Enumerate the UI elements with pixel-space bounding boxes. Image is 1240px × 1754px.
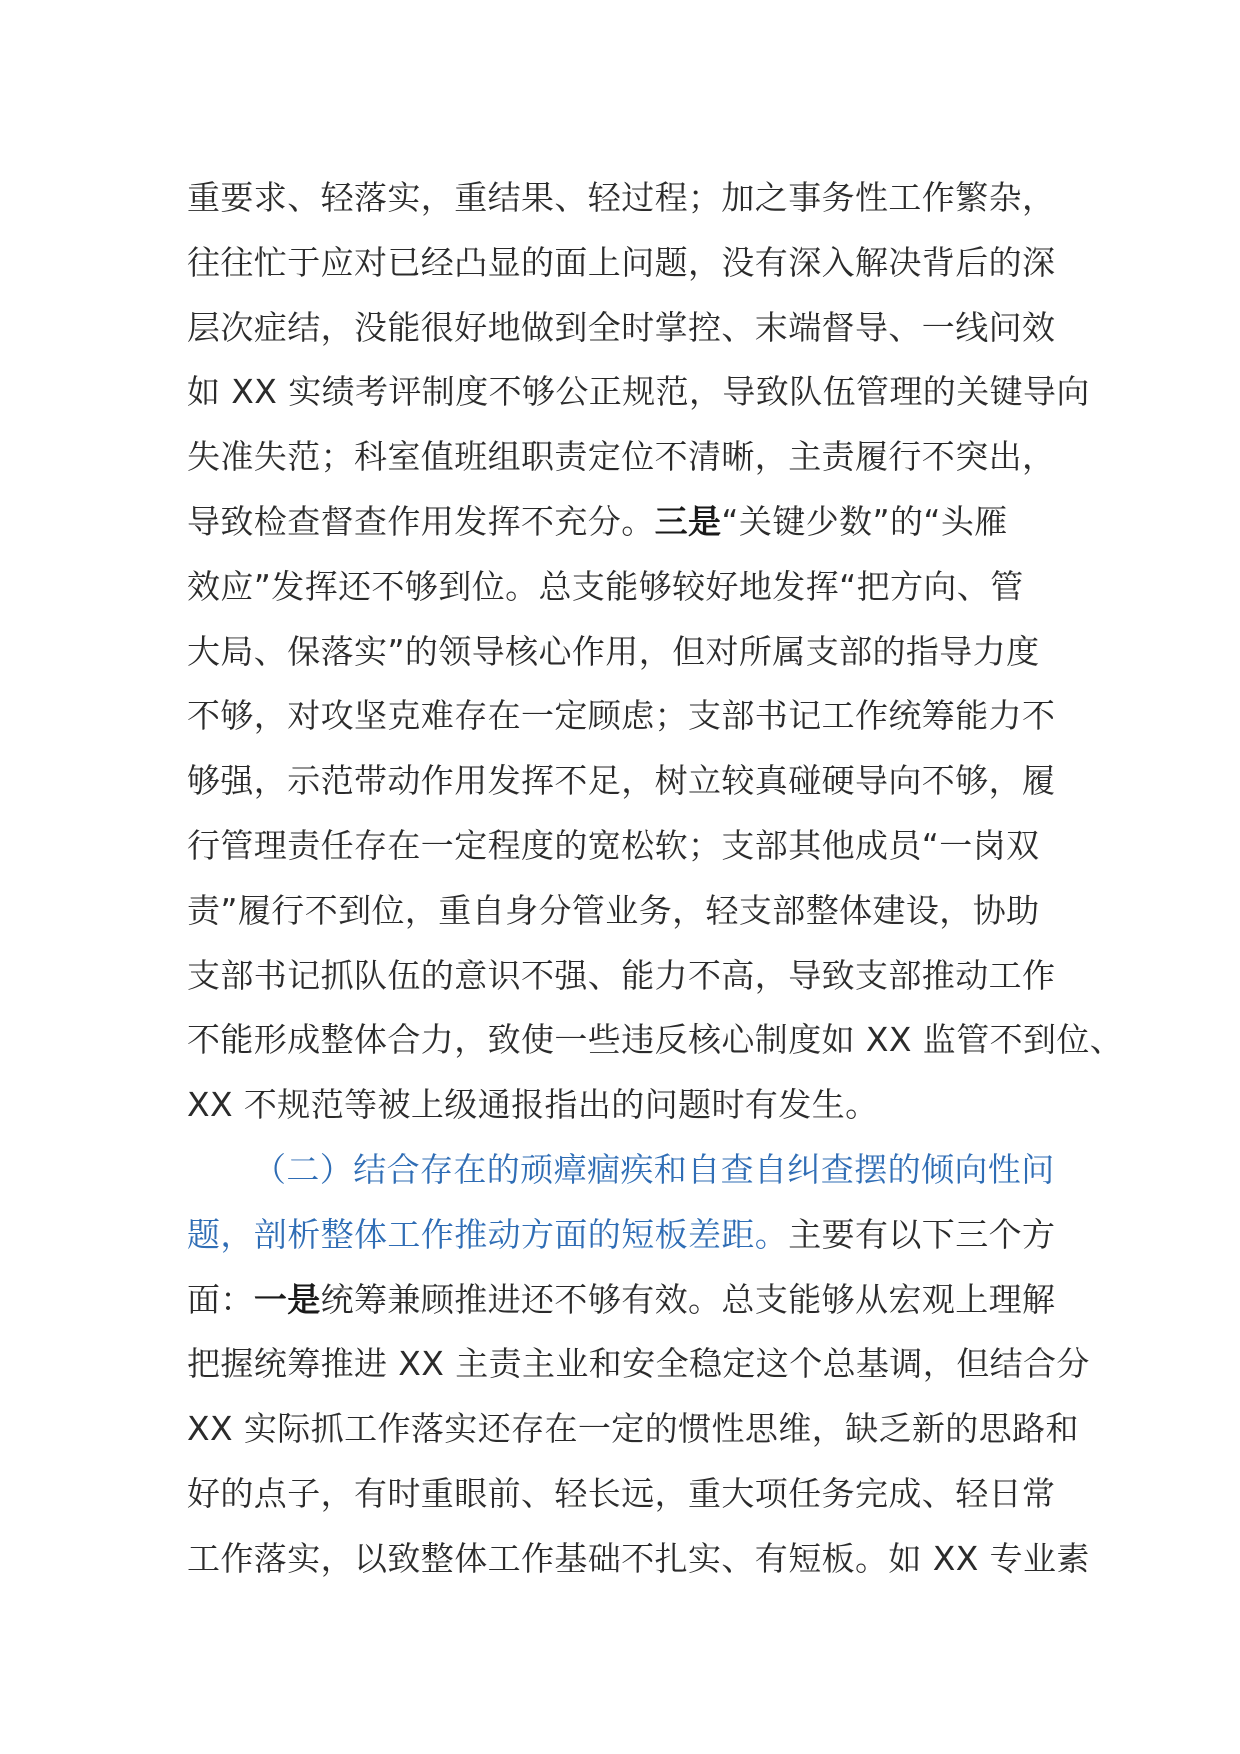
emphasis-san-shi: 三是 bbox=[654, 501, 722, 541]
text-run: 统筹兼顾推进还不够有效。总支能够从宏观上理解 bbox=[320, 1279, 1056, 1319]
text-line: 责”履行不到位，重自身分管业务，轻支部整体建设，协助 bbox=[187, 890, 1040, 930]
text-line: 失准失范；科室值班组职责定位不清晰，主责履行不突出， bbox=[187, 437, 1056, 477]
text-line bbox=[187, 490, 1067, 555]
body-text bbox=[187, 166, 1124, 1592]
text-line: 往往忙于应对已经凸显的面上问题，没有深入解决背后的深 bbox=[187, 242, 1056, 282]
text-line: 工作落实，以致整体工作基础不扎实、有短板。如 XX 专业素 bbox=[187, 1538, 1090, 1578]
text-line: 不够，对攻坚克难存在一定顾虑；支部书记工作统筹能力不 bbox=[187, 696, 1056, 736]
text-line bbox=[187, 1203, 1067, 1268]
text-line: 把握统筹推进 XX 主责主业和安全稳定这个总基调，但结合分 bbox=[187, 1344, 1090, 1384]
emphasis-yi-shi: 一是 bbox=[253, 1279, 321, 1319]
text-line: XX 不规范等被上级通报指出的问题时有发生。 bbox=[187, 1085, 879, 1125]
text-line: 重要求、轻落实，重结果、轻过程；加之事务性工作繁杂， bbox=[187, 178, 1056, 217]
section-heading-run: 题，剖析整体工作推动方面的短板差距。 bbox=[187, 1214, 789, 1254]
text-run: “关键少数”的“头雁 bbox=[721, 501, 1008, 541]
text-line: 支部书记抓队伍的意识不强、能力不高，导致支部推动工作 bbox=[187, 955, 1056, 995]
text-run: 导致检查督查作用发挥不充分。 bbox=[187, 501, 655, 541]
text-line: 够强，示范带动作用发挥不足，树立较真碰硬导向不够，履 bbox=[187, 761, 1056, 801]
text-line: 层次症结，没能很好地做到全时掌控、末端督导、一线问效 bbox=[187, 307, 1056, 347]
text-run: 面： bbox=[187, 1279, 254, 1319]
text-line: 行管理责任存在一定程度的宽松软；支部其他成员“一岗双 bbox=[187, 825, 1040, 865]
text-line: 效应”发挥还不够到位。总支能够较好地发挥“把方向、管 bbox=[187, 566, 1024, 606]
section-heading-line: （二）结合存在的顽瘴痼疾和自查自纠查摆的倾向性问 bbox=[253, 1149, 1055, 1189]
text-line: XX 实际抓工作落实还存在一定的惯性思维，缺乏新的思路和 bbox=[187, 1409, 1079, 1449]
text-line: 不能形成整体合力，致使一些违反核心制度如 XX 监管不到位、 bbox=[187, 1020, 1124, 1060]
text-run: 主要有以下三个方 bbox=[788, 1214, 1056, 1254]
text-line: 好的点子，有时重眼前、轻长远，重大项任务完成、轻日常 bbox=[187, 1473, 1056, 1513]
text-line: 大局、保落实”的领导核心作用，但对所属支部的指导力度 bbox=[187, 631, 1040, 671]
text-line: 如 XX 实绩考评制度不够公正规范，导致队伍管理的关键导向 bbox=[187, 372, 1090, 412]
text-line bbox=[187, 1268, 1067, 1333]
